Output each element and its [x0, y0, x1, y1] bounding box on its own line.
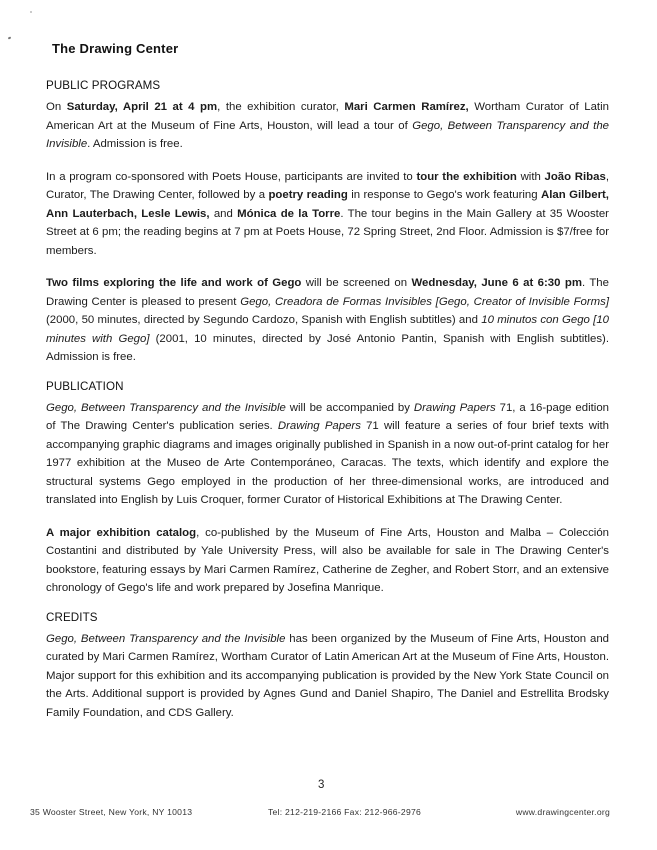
- paragraph-exhibition-catalog: A major exhibition catalog, co-published by the Museum of Fine Arts, Houston and Malba – Colección Costantini and distributed by Yale University Press, will also be available for sale in The Drawing Center's bookstore, featuring essays by Mari Carmen Ramírez, Catherine de Zegher, and Robert Storr, and an extensive chronology of Gego's life and work prepared by Josefina Manrique.: [46, 526, 610, 594]
- footer-address: 35 Wooster Street, New York, NY 10013: [30, 807, 193, 817]
- scan-speck: [8, 37, 12, 40]
- footer-phone-fax: Tel: 212-219-2166 Fax: 212-966-2976: [268, 807, 422, 817]
- document-body: [46, 79, 609, 722]
- section-heading-credits: CREDITS: [46, 610, 98, 624]
- paragraph-tour: On Saturday, April 21 at 4 pm, the exhibition curator, Mari Carmen Ramírez, Wortham Curator of Latin American Art at the Museum of Fine Arts, Houston, will lead a tour of Gego, Between Transparency and the Invisible. Admission is free.: [46, 101, 609, 150]
- page-number: 3: [318, 779, 325, 791]
- document-title: The Drawing Center: [52, 41, 179, 56]
- section-heading-publication: PUBLICATION: [46, 379, 124, 393]
- scan-speck: [30, 11, 32, 13]
- paragraph-drawing-papers: Gego, Between Transparency and the Invisible will be accompanied by Drawing Papers 71, a 16-page edition of The Drawing Center's publication series. Drawing Papers 71 will feature a series of four brief texts with accompanying graphic diagrams and images originally published in Spanish in a now out-of-print catalog for her 1977 exhibition at the Museo de Arte Contemporáneo, Caracas. The texts, which identify and explore the structural systems Gego employed in the production of her three-dimensional works, are introduced and translated into English by Luis Croquer, former Curator of Historical Exhibitions at The Drawing Center.: [46, 401, 609, 506]
- section-heading-public-programs: PUBLIC PROGRAMS: [46, 79, 161, 92]
- paragraph-films: Two films exploring the life and work of Gego will be screened on Wednesday, June 6 at 6:30 pm. The Drawing Center is pleased to present Gego, Creadora de Formas Invisibles [Gego, Creator of Invisible Forms] (2000, 50 minutes, directed by Segundo Cardozo, Spanish with English subtitles) and 10 minutos con Gego [10 minutes with Gego] (2001, 10 minutes, directed by José Antonio Pantin, Spanish with English subtitles). Admission is free.: [46, 277, 610, 363]
- footer-website: www.drawingcenter.org: [515, 807, 610, 817]
- paragraph-poetry-reading: In a program co-sponsored with Poets House, participants are invited to tour the exhibition with João Ribas, Curator, The Drawing Center, followed by a poetry reading in response to Gego's work featuring Alan Gilbert, Ann Lauterbach, Lesle Lewis, and Mónica de la Torre. The tour begins in the Main Gallery at 35 Wooster Street at 6 pm; the reading begins at 7 pm at Poets House, 72 Spring Street, 2nd Floor. Admission is $7/free for members.: [46, 170, 609, 257]
- paragraph-credits: Gego, Between Transparency and the Invisible has been organized by the Museum of Fine Arts, Houston and curated by Mari Carmen Ramírez, Wortham Curator of Latin American Art at the Museum of Fine Arts, Houston. Major support for this exhibition and its accompanying publication is provided by the New York State Council on the Arts. Additional support is provided by Agnes Gund and Daniel Shapiro, The Daniel and Estrellita Brodsky Family Foundation, and CDS Gallery.: [46, 632, 610, 719]
